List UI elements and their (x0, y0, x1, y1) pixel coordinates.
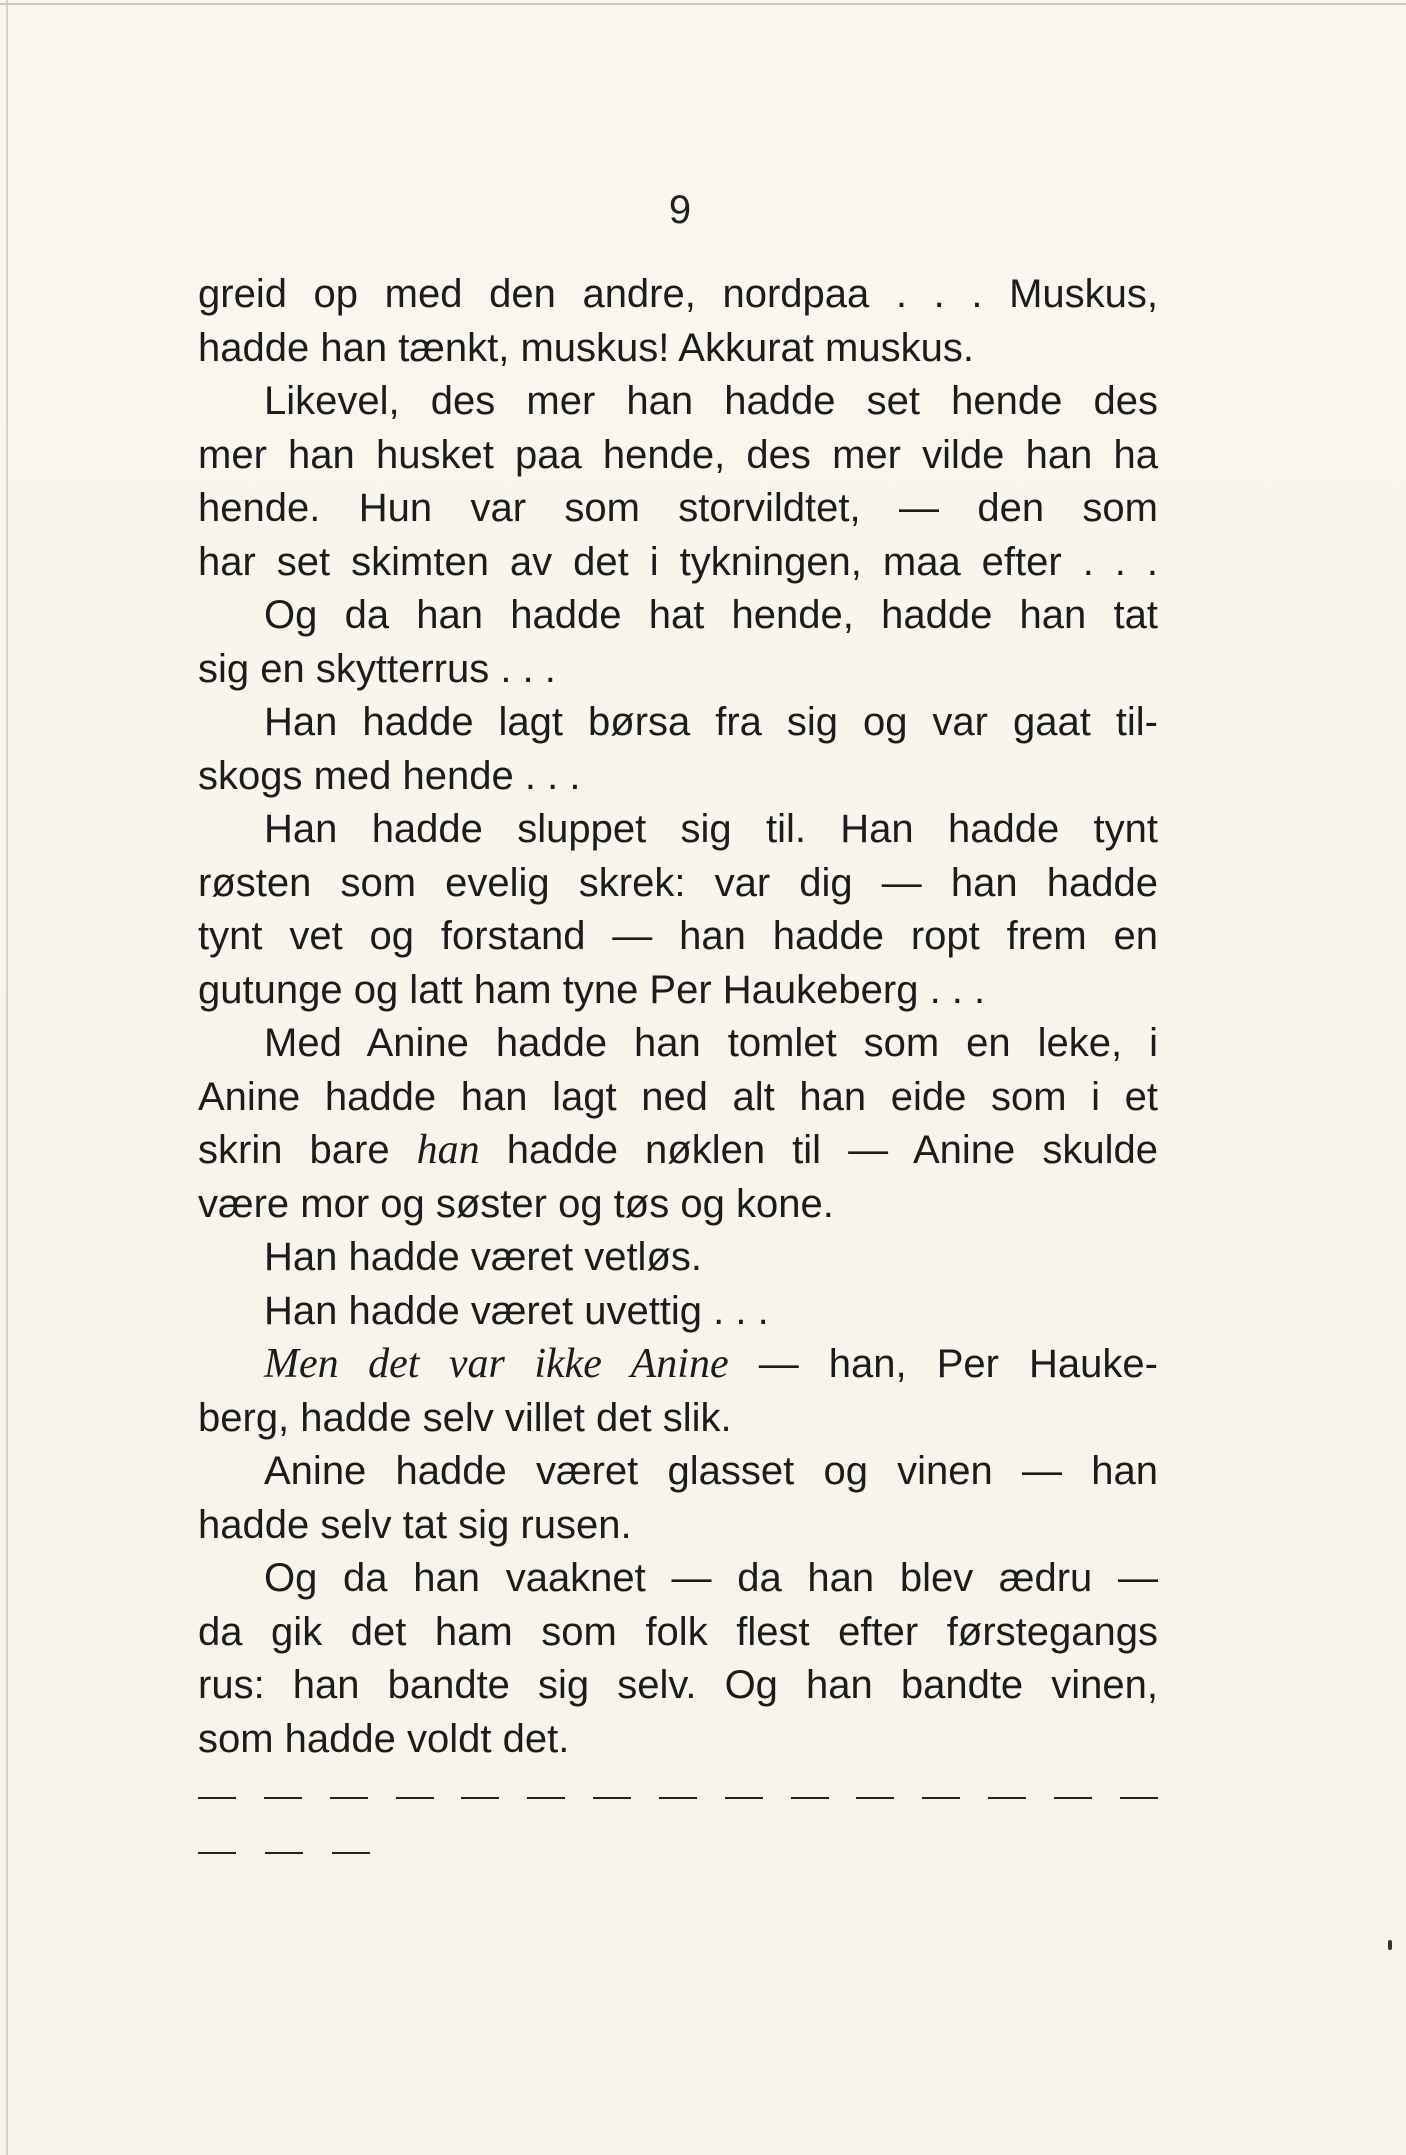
text-line: være mor og søster og tøs og kone. (198, 1181, 834, 1226)
text-line: Og da han vaaknet — da han blev ædru — (264, 1556, 1158, 1600)
text-line: gutunge og latt ham tyne Per Haukeberg . . . (198, 967, 986, 1012)
text-line: hende. Hun var som storvildtet, — den som (198, 486, 1158, 530)
dash (1054, 1797, 1092, 1799)
dash (593, 1797, 631, 1799)
dash (198, 1852, 236, 1854)
italic-text: Men det var ikke Anine (264, 1341, 729, 1387)
text-line: hadde han tænkt, muskus! Akkurat muskus. (198, 325, 974, 370)
page-number: 9 (668, 188, 692, 232)
text-line: greid op med den andre, nordpaa . . . Muskus, (198, 272, 1158, 316)
dash (1120, 1797, 1158, 1799)
body-text (198, 268, 1158, 1766)
text-line: Anine hadde han lagt ned alt han eide som i et (198, 1074, 1158, 1119)
dash (725, 1797, 763, 1799)
dash (856, 1797, 894, 1799)
text-line: Og da han hadde hat hende, hadde han tat (264, 593, 1158, 637)
dash (461, 1797, 499, 1799)
dash (791, 1797, 829, 1799)
text-line: Han hadde sluppet sig til. Han hadde tynt (264, 807, 1158, 851)
page-edge-left (6, 0, 8, 2155)
text-line: rus: han bandte sig selv. Og han bandte vinen, (198, 1663, 1158, 1707)
text-line: hadde selv tat sig rusen. (198, 1502, 632, 1547)
text-line: tynt vet og forstand — han hadde ropt frem en (198, 914, 1158, 958)
text-line: Likevel, des mer han hadde set hende des (264, 379, 1158, 423)
text-line: Han hadde lagt børsa fra sig og var gaat til- (264, 700, 1158, 744)
dash (988, 1797, 1026, 1799)
dash (396, 1797, 434, 1799)
text-line: berg, hadde selv villet det slik. (198, 1395, 732, 1440)
text-line: mer han husket paa hende, des mer vilde han ha (198, 432, 1158, 477)
text-segment: hadde nøklen til — Anine skulde (479, 1128, 1158, 1172)
italic-text: han (416, 1127, 480, 1173)
page-edge-top (0, 3, 1406, 5)
dash (265, 1852, 303, 1854)
text-segment: skrin bare (198, 1128, 417, 1172)
text-line: som hadde voldt det. (198, 1716, 570, 1761)
text-line: Han hadde været vetløs. (264, 1235, 702, 1279)
dash (527, 1797, 565, 1799)
text-line: da gik det ham som folk flest efter førstegangs (198, 1609, 1158, 1654)
dash (330, 1797, 368, 1799)
text-line (198, 1124, 1158, 1178)
text-line: har set skimten av det i tykningen, maa efter . . . (198, 539, 1158, 584)
dash-rule-short (198, 1852, 1158, 1856)
dash (264, 1797, 302, 1799)
text-line: Anine hadde været glasset og vinen — han (264, 1449, 1158, 1493)
text-line: skogs med hende . . . (198, 753, 581, 798)
text-line: Han hadde været uvettig . . . (264, 1288, 769, 1333)
text-segment: — han, Per Hauke- (728, 1342, 1158, 1386)
dash-rule-full (198, 1797, 1158, 1801)
text-line (198, 1338, 1158, 1392)
dash (332, 1852, 370, 1854)
text-line: Med Anine hadde han tomlet som en leke, i (264, 1021, 1158, 1065)
ink-speck (1388, 1940, 1392, 1950)
text-line: røsten som evelig skrek: var dig — han hadde (198, 860, 1158, 905)
text-line: sig en skytterrus . . . (198, 646, 556, 691)
dash (198, 1797, 236, 1799)
dash (659, 1797, 697, 1799)
dash (922, 1797, 960, 1799)
